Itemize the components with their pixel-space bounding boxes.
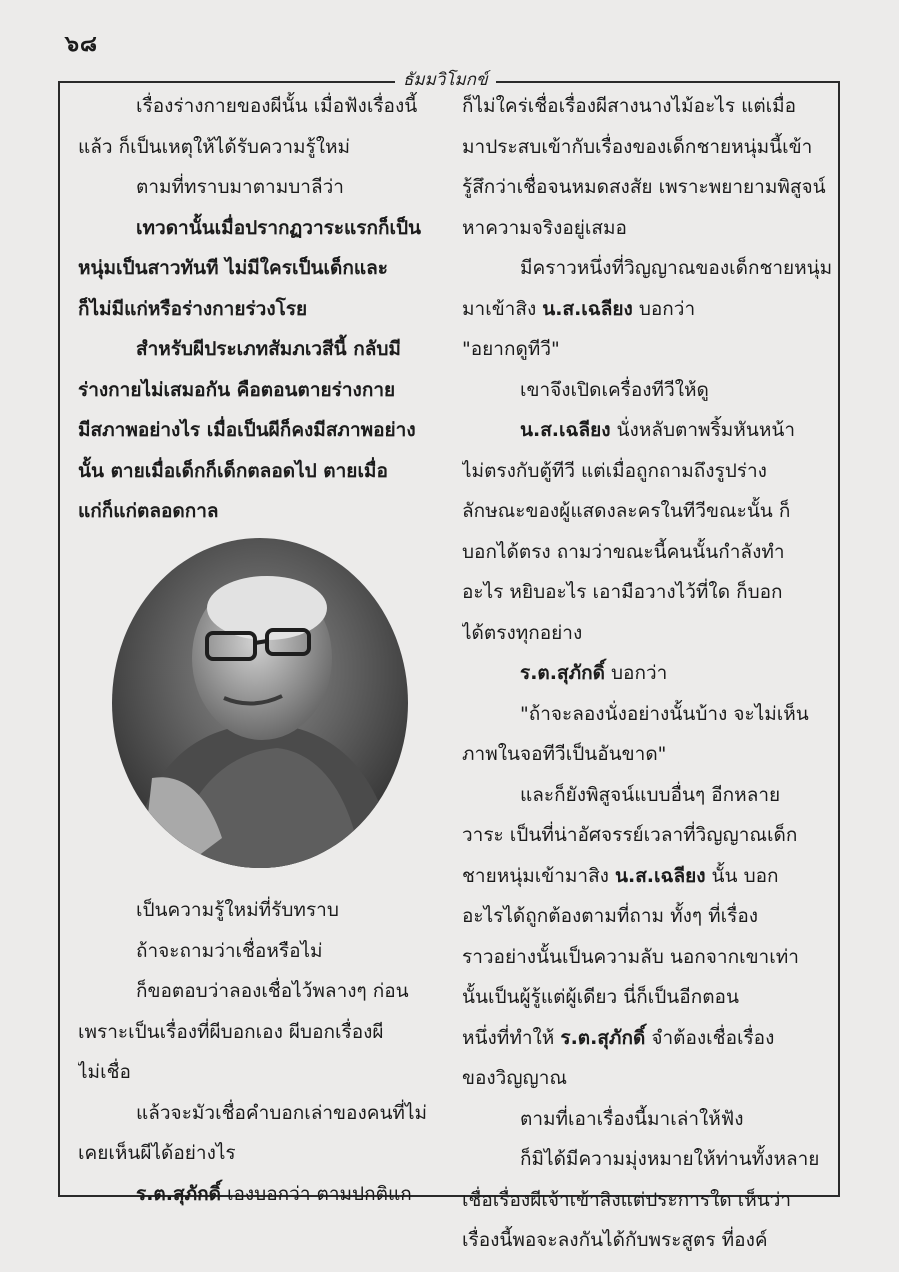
- right-column-line: มาเข้าสิง น.ส.เฉลียง บอกว่า: [462, 297, 696, 320]
- left-column-bottom-line: ร.ต.สุภักดิ์ เองบอกว่า ตามปกติแก: [136, 1182, 412, 1205]
- left-column-line: ตามที่ทราบมาตามบาลีว่า: [136, 176, 344, 198]
- left-column-bottom-line: เพราะเป็นเรื่องที่ผีบอกเอง ผีบอกเรื่องผี: [78, 1020, 384, 1043]
- left-column-line: เรื่องร่างกายของผีนั้น เมื่อฟังเรื่องนี้: [136, 95, 418, 117]
- left-column-line: นั้น ตายเมื่อเด็กก็เด็กตลอดไป ตายเมื่อ: [78, 459, 388, 482]
- right-column-line: ก็ไม่ใคร่เชื่อเรื่องผีสางนางไม้อะไร แต่เมื่อ: [462, 95, 797, 117]
- left-column-line: ก็ไม่มีแก่หรือร่างกายร่วงโรย: [78, 297, 308, 320]
- running-header: ธัมมวิโมกข์: [395, 66, 496, 93]
- right-column-line: อะไรได้ถูกต้องตามที่ถาม ทั้งๆ ที่เรื่อง: [462, 905, 759, 927]
- left-column-bottom-line: ก็ขอตอบว่าลองเชื่อไว้พลางๆ ก่อน: [136, 980, 409, 1002]
- left-column-line: เทวดานั้นเมื่อปรากฏวาระแรกก็เป็น: [136, 216, 422, 239]
- right-column-line: ลักษณะของผู้แสดงละครในทีวีขณะนั้น ก็: [462, 500, 791, 522]
- right-column-line: น.ส.เฉลียง นั่งหลับตาพริ้มหันหน้า: [520, 419, 796, 441]
- right-column-line: ก็มิได้มีความมุ่งหมายให้ท่านทั้งหลาย: [520, 1148, 820, 1170]
- right-column-line: หาความจริงอยู่เสมอ: [462, 216, 627, 239]
- left-column-line: สำหรับผีประเภทสัมภเวสีนี้ กลับมี: [136, 338, 401, 360]
- right-column-line: เรื่องนี้พอจะลงกันได้กับพระสูตร ที่องค์: [462, 1229, 768, 1251]
- right-column-line: อะไร หยิบอะไร เอามือวางไว้ที่ใด ก็บอก: [462, 581, 783, 603]
- right-column-line: "ถ้าจะลองนั่งอย่างนั้นบ้าง จะไม่เห็น: [520, 702, 809, 725]
- portrait-image: [112, 538, 408, 868]
- right-column-line: ไม่ตรงกับตู้ทีวี แต่เมื่อถูกถามถึงรูปร่าง: [462, 459, 767, 482]
- right-column-line: นั้นเป็นผู้รู้แต่ผู้เดียว นี่ก็เป็นอีกตอน: [462, 986, 739, 1008]
- page-number: ๖๘: [65, 32, 98, 57]
- right-column-line: "อยากดูทีวี": [462, 338, 560, 360]
- right-column-line: ได้ตรงทุกอย่าง: [462, 621, 583, 644]
- right-column-line: เขาจึงเปิดเครื่องทีวีให้ดู: [520, 378, 709, 401]
- right-column-line: เชื่อเรื่องผีเจ้าเข้าสิงแต่ประการใด เห็นว่า: [462, 1188, 792, 1211]
- left-column-bottom-line: เป็นความรู้ใหม่ที่รับทราบ: [136, 899, 339, 921]
- right-column-line: วาระ เป็นที่น่าอัศจรรย์เวลาที่วิญญาณเด็ก: [462, 824, 798, 846]
- left-column-bottom-line: ไม่เชื่อ: [78, 1061, 131, 1083]
- right-column-line: หนึ่งที่ทำให้ ร.ต.สุภักดิ์ จำต้องเชื่อเรื่อง: [462, 1026, 775, 1049]
- right-column-line: ราวอย่างนั้นเป็นความลับ นอกจากเขาเท่า: [462, 945, 799, 968]
- left-column-line: แล้ว ก็เป็นเหตุให้ได้รับความรู้ใหม่: [78, 135, 351, 158]
- right-column-line: ชายหนุ่มเข้ามาสิง น.ส.เฉลียง นั้น บอก: [462, 864, 779, 887]
- left-column-line: ร่างกายไม่เสมอกัน คือตอนตายร่างกาย: [78, 378, 396, 401]
- left-column-bottom-line: แล้วจะมัวเชื่อคำบอกเล่าของคนที่ไม่: [136, 1101, 428, 1124]
- right-column-line: ภาพในจอทีวีเป็นอันขาด": [462, 743, 667, 765]
- portrait-photo: [112, 538, 408, 868]
- right-column-line: รู้สึกว่าเชื่อจนหมดสงสัย เพราะพยายามพิสูจน์: [462, 176, 826, 198]
- left-column-bottom-line: ถ้าจะถามว่าเชื่อหรือไม่: [136, 939, 323, 962]
- left-column-line: แก่ก็แก่ตลอดกาล: [78, 500, 219, 522]
- left-column-line: หนุ่มเป็นสาวทันที ไม่มีใครเป็นเด็กและ: [78, 257, 388, 279]
- right-column-line: มีคราวหนึ่งที่วิญญาณของเด็กชายหนุ่ม: [520, 257, 832, 279]
- right-column-line: ตามที่เอาเรื่องนี้มาเล่าให้ฟัง: [520, 1107, 744, 1130]
- right-column: [462, 86, 832, 1261]
- left-column-line: มีสภาพอย่างไร เมื่อเป็นผีก็คงมีสภาพอย่าง: [78, 419, 416, 441]
- right-column-line: ของวิญญาณ: [462, 1067, 568, 1089]
- right-column-line: บอกได้ตรง ถามว่าขณะนี้คนนั้นกำลังทำ: [462, 540, 785, 563]
- right-column-line: ร.ต.สุภักดิ์ บอกว่า: [520, 662, 668, 684]
- left-column-bottom: [78, 890, 448, 1214]
- right-column-line: และก็ยังพิสูจน์แบบอื่นๆ อีกหลาย: [520, 783, 781, 806]
- left-column-bottom-line: เคยเห็นผีได้อย่างไร: [78, 1142, 236, 1164]
- right-column-line: มาประสบเข้ากับเรื่องของเด็กชายหนุ่มนี้เข้า: [462, 135, 813, 158]
- left-column-top: [78, 86, 448, 532]
